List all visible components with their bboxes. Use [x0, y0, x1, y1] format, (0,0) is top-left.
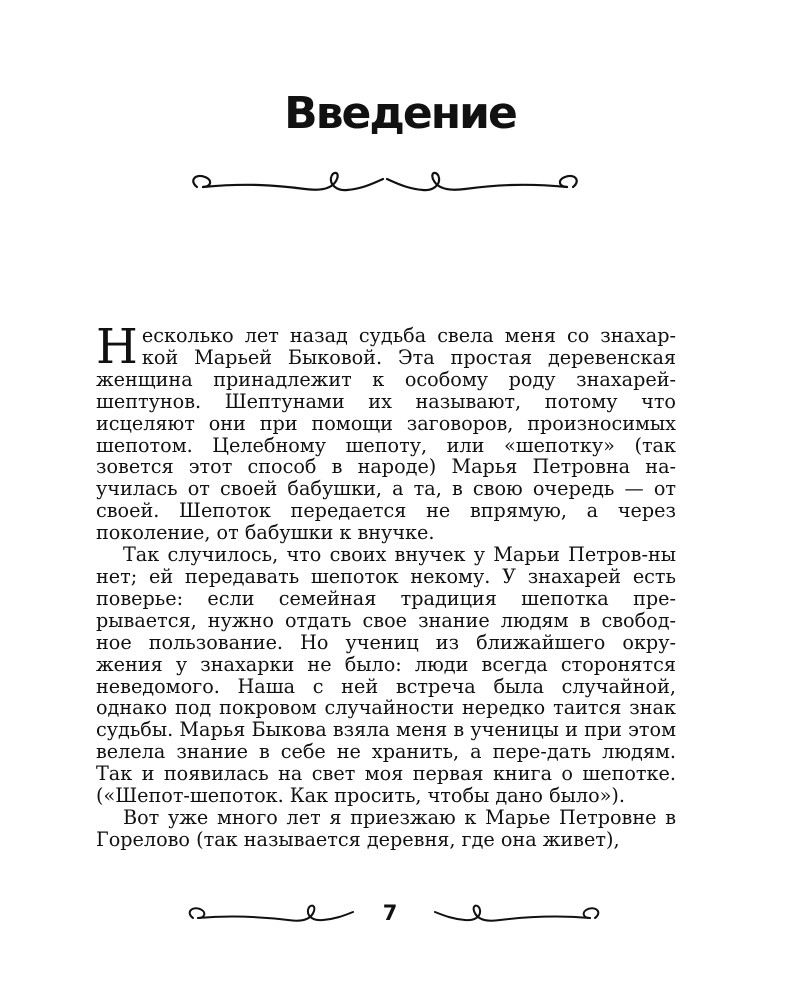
- drop-cap: Н: [96, 319, 138, 375]
- paragraph: Так случилось, что своих внучек у Марьи Петров-ны нет; ей передавать шепоток некому. У знахарей есть поверье: если семейная традиция шепотка пре-рывается, нужно отдать свое знание людям в свобод-ное пользование. Но учениц из ближайшего окру-жения у знахарки не было: люди всегда сторонятся неведомого. Наша с ней встреча была случайной, однако под покровом случайности нередко таится знак судьбы. Марья Быкова взяла меня в ученицы и при этом велела знание в себе не хранить, а пере-дать людям. Так и появилась на свет моя первая книга о шепотке. («Шепот-шепоток. Как просить, чтобы дано было»).: [96, 543, 676, 808]
- page-number: 7: [382, 901, 398, 925]
- flourish-ornament-icon: [185, 165, 585, 205]
- body-text: [96, 319, 676, 851]
- paragraph: [96, 319, 676, 545]
- paragraph: Вот уже много лет я приезжаю к Марье Петровне в Горелово (так называется деревня, где она живет),: [96, 805, 676, 851]
- chapter-title: Введение: [284, 88, 516, 139]
- paragraph-text: есколько лет назад судьба свела меня со знахар-кой Марьей Быковой. Эта простая деревенская женщина принадлежит к особому роду знахарей-шептунов. Шептунами их называют, потому что исцеляют они при помощи заговоров, произносимых шепотом. Целебному шепоту, или «шепотку» (так зовется этот способ в народе) Марья Петровна на-училась от своей бабушки, а та, в свою очередь — от своей. Шепоток передается не впрямую, а через поколение, от бабушки к внучке.: [96, 324, 676, 545]
- flourish-ornament-right-icon: [430, 898, 605, 934]
- flourish-ornament-left-icon: [183, 898, 358, 934]
